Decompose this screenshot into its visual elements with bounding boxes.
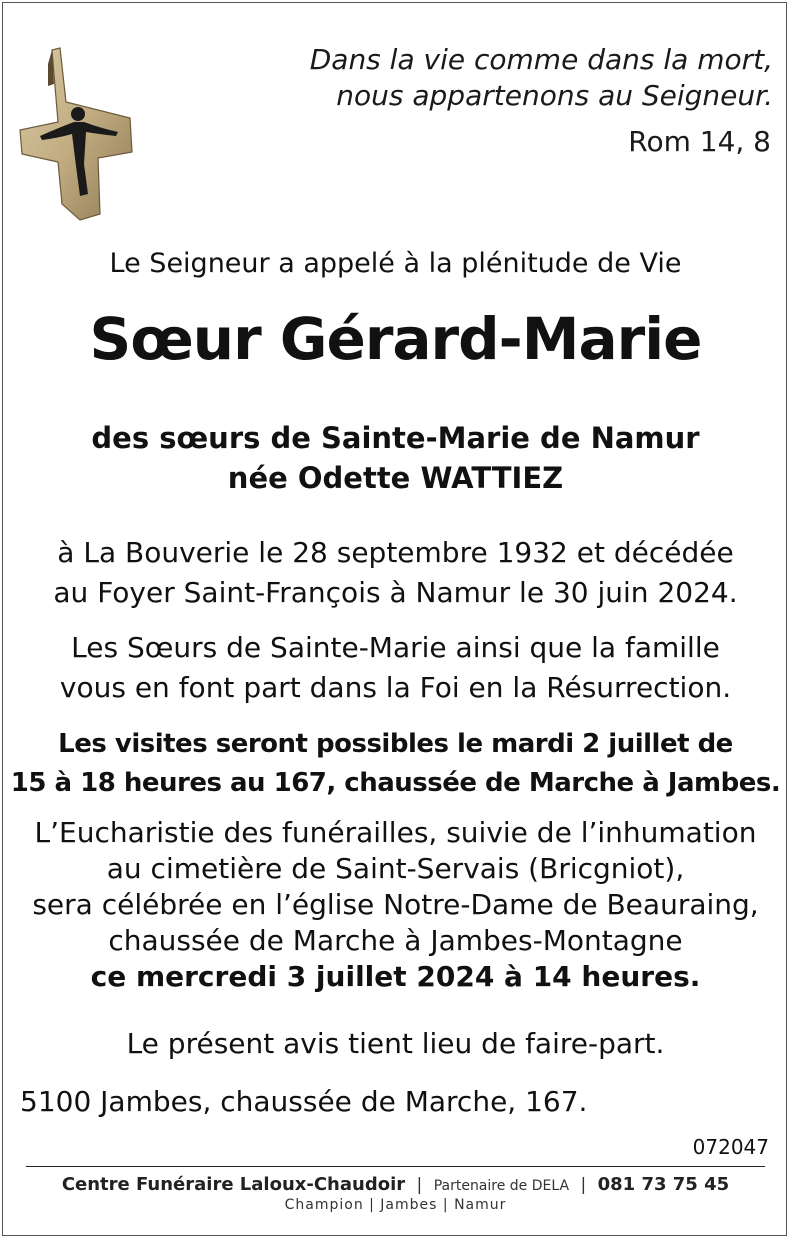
death-line: au Foyer Saint-François à Namur le 30 juin 2024. <box>53 576 738 609</box>
notice-text: Le présent avis tient lieu de faire-part. <box>126 1027 665 1060</box>
congregation-block <box>0 418 791 498</box>
funeral-home-name: Centre Funéraire Laloux-Chaudoir <box>61 1174 406 1195</box>
crucifix-icon <box>18 44 138 224</box>
visits-block <box>0 725 791 803</box>
funeral-datetime: ce mercredi 3 juillet 2024 à 14 heures. <box>90 960 701 993</box>
notice-code: 072047 <box>692 1135 769 1159</box>
family-block <box>0 628 791 708</box>
birth-name: née Odette WATTIEZ <box>227 461 564 495</box>
phone-number: 081 73 75 45 <box>597 1174 730 1195</box>
funeral-line-1: L’Eucharistie des funérailles, suivie de l’inhumation <box>34 816 757 849</box>
family-line-2: vous en font part dans la Foi en la Résurrection. <box>59 671 732 704</box>
congregation-line: des sœurs de Sainte-Marie de Namur <box>91 421 700 455</box>
quote-line-1: Dans la vie comme dans la mort, <box>309 43 773 76</box>
quote-line-2: nous appartenons au Seigneur. <box>336 79 773 112</box>
funeral-home-info <box>0 1174 791 1195</box>
funeral-line-4: chaussée de Marche à Jambes-Montagne <box>108 924 683 957</box>
funeral-line-3: sera célébrée en l’église Notre-Dame de Beauraing, <box>32 888 759 921</box>
scripture-quote <box>213 42 773 114</box>
scripture-reference: Rom 14, 8 <box>628 125 771 158</box>
footer-separator: | <box>580 1175 587 1195</box>
funeral-block <box>0 815 791 995</box>
intro-text: Le Seigneur a appelé à la plénitude de Vie <box>109 248 682 279</box>
footer-separator: | <box>416 1175 423 1195</box>
deceased-name: Sœur Gérard-Marie <box>89 305 702 373</box>
birth-death-block <box>0 533 791 613</box>
partner-text: Partenaire de DELA <box>433 1178 570 1194</box>
birth-line: à La Bouverie le 28 septembre 1932 et décédée <box>57 536 734 569</box>
funeral-line-2: au cimetière de Saint-Servais (Bricgniot), <box>106 852 685 885</box>
funeral-home-locations: Champion | Jambes | Namur <box>284 1197 507 1213</box>
visits-line-1: Les visites seront possibles le mardi 2 juillet de <box>58 729 733 759</box>
footer-divider <box>26 1166 765 1167</box>
visits-line-2: 15 à 18 heures au 167, chaussée de Marche à Jambes. <box>10 768 781 798</box>
address: 5100 Jambes, chaussée de Marche, 167. <box>20 1085 588 1118</box>
family-line-1: Les Sœurs de Sainte-Marie ainsi que la famille <box>71 631 720 664</box>
